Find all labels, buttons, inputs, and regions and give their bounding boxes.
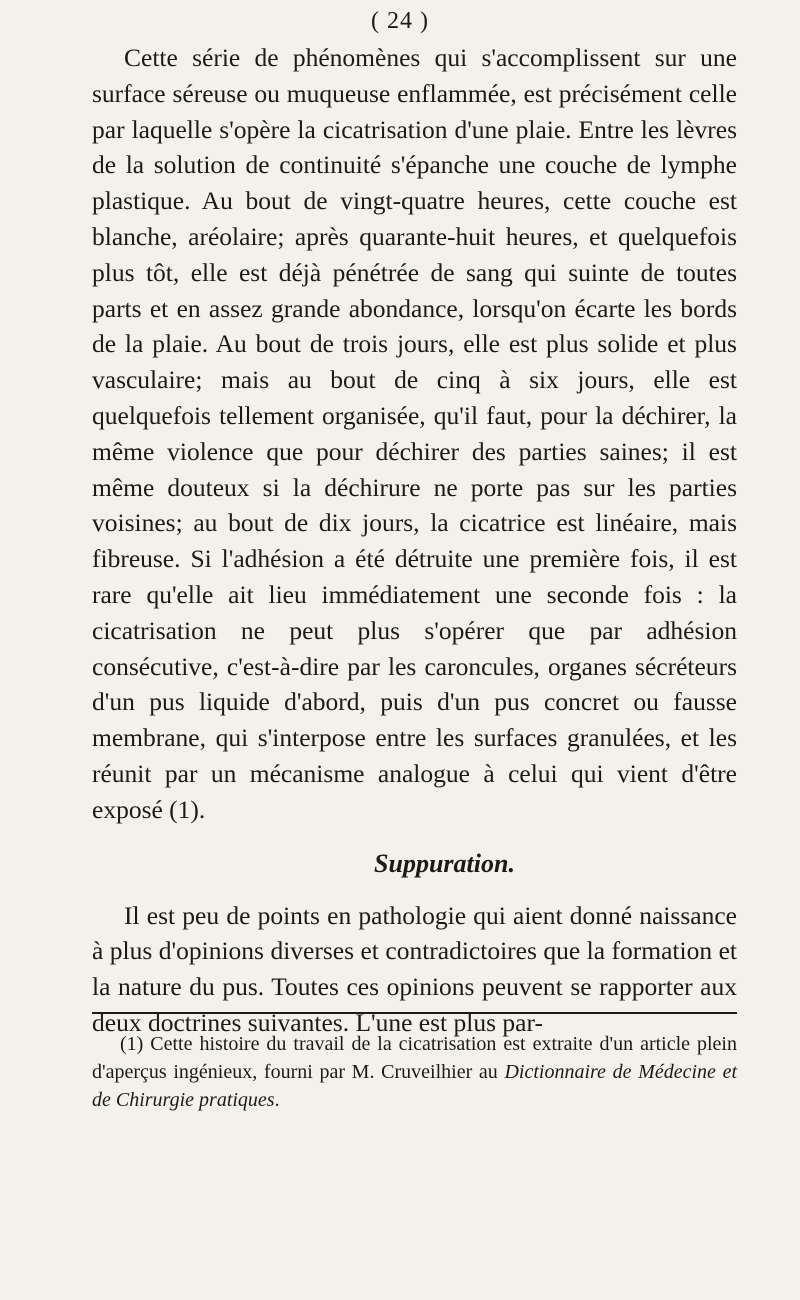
body-paragraph-1: Cette série de phénomènes qui s'accomplissent sur une surface séreuse ou muqueuse enflammée, est précisément celle par laquelle s'opère la cicatrisation d'une plaie. Entre les lèvres de la solution de continuité s'épanche une couche de lymphe plastique. Au bout de vingt-quatre heures, cette couche est blanche, aréolaire; après quarante-huit heures, et quelquefois plus tôt, elle est déjà pénétrée de sang qui suinte de toutes parts et en assez grande abondance, lorsqu'on écarte les bords de la plaie. Au bout de trois jours, elle est plus solide et plus vasculaire; mais au bout de cinq à six jours, elle est quelquefois tellement organisée, qu'il faut, pour la déchirer, la même violence que pour déchirer des parties saines; il est même douteux si la déchirure ne porte pas sur les parties voisines; au bout de dix jours, la cicatrice est linéaire, mais fibreuse. Si l'adhésion a été détruite une première fois, il est rare qu'elle ait lieu immédiatement une seconde fois : la cicatrisation ne peut plus s'opérer que par adhésion consécutive, c'est-à-dire par les caroncules, organes sécréteurs d'un pus liquide d'abord, puis d'un pus concret ou fausse membrane, qui s'interpose entre les surfaces granulées, et les réunit par un mécanisme analogue à celui qui vient d'être exposé (1). [92, 43, 737, 824]
footnote-italic-title: Dictionnaire de Médecine et de Chirurgie pratiques [92, 1061, 738, 1111]
footnote-text-after: . [274, 1089, 280, 1111]
section-heading: Suppuration. [374, 848, 515, 878]
body-paragraph-2: Il est peu de points en pathologie qui aient donné naissance à plus d'opinions diverses et contradictoires que la formation et la nature du pus. Toutes ces opinions peuvent se rapporter aux deux doctrines suivantes. L'une est plus par- [92, 900, 737, 1037]
footnote-divider [92, 1012, 737, 1014]
footnote-text-before: (1) Cette histoire du travail de la cicatrisation est extraite d'un article plein d'aperçus ingénieux, fourni par M. Cruveilhier au [92, 1033, 737, 1083]
footnote [92, 1030, 737, 1114]
main-text [92, 40, 737, 1041]
page-number: ( 24 ) [371, 8, 429, 34]
